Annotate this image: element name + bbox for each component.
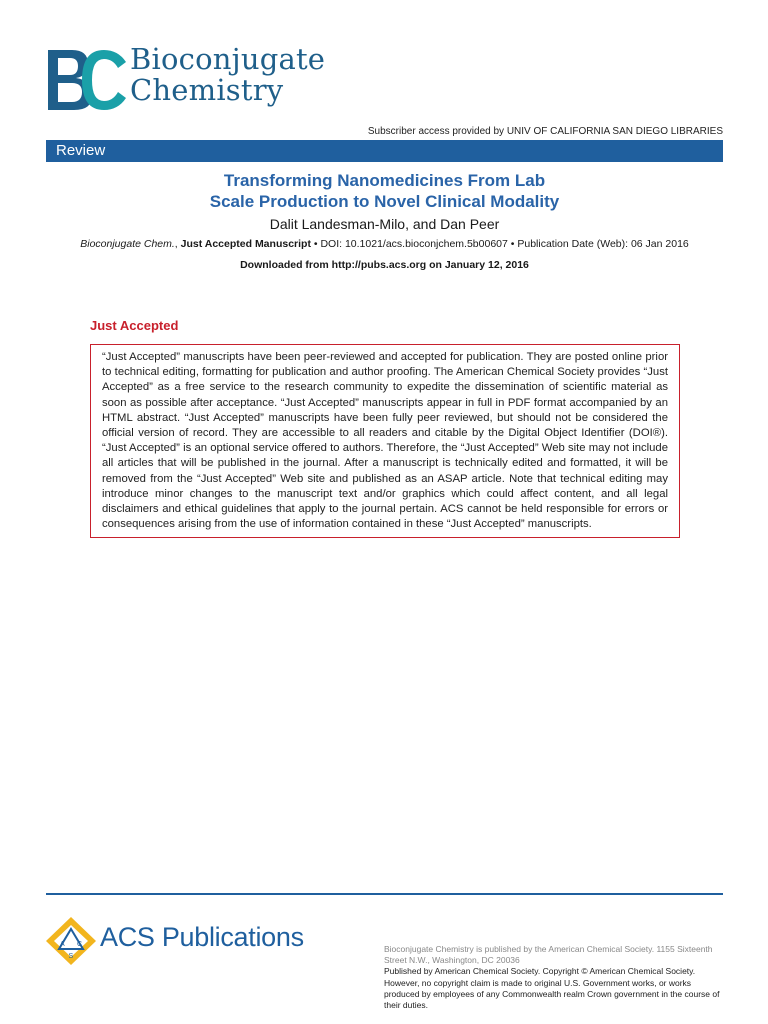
acs-publications-wordmark: ACS Publications <box>100 922 304 952</box>
acs-logo-letter-a: A <box>60 941 65 948</box>
citation-details: • DOI: 10.1021/acs.bioconjchem.5b00607 • Publication Date (Web): 06 Jan 2016 <box>310 238 689 250</box>
article-authors: Dalit Landesman-Milo, and Dan Peer <box>269 216 500 232</box>
citation-status: Just Accepted Manuscript <box>180 238 311 250</box>
article-title-line1: Transforming Nanomedicines From Lab <box>223 171 546 190</box>
acs-logo-icon <box>44 915 98 967</box>
citation-separator: , <box>174 238 181 250</box>
copyright-notice: Published by American Chemical Society. Copyright © American Chemical Society. However, no copyright claim is made to original U.S. Government works, or works produced by employees of any Commonwealth realm Crown government in the course of their duties. <box>384 966 720 1011</box>
article-title-line2: Scale Production to Novel Clinical Modality <box>209 192 560 211</box>
publisher-footer <box>384 944 724 1011</box>
just-accepted-heading: Just Accepted <box>90 318 179 333</box>
journal-name-line1: Bioconjugate <box>130 42 326 76</box>
subscriber-access-note: Subscriber access provided by UNIV OF CALIFORNIA SAN DIEGO LIBRARIES <box>367 126 723 137</box>
article-citation <box>46 238 723 250</box>
bc-monogram-icon <box>44 46 128 114</box>
acs-logo-letter-s: S <box>68 953 74 960</box>
acs-logo-letter-c: C <box>77 941 83 948</box>
publisher-address: Bioconjugate Chemistry is published by the American Chemical Society. 1155 Sixteenth Street N.W., Washington, DC 20036 <box>384 944 713 966</box>
citation-journal: Bioconjugate Chem. <box>80 238 175 250</box>
section-bar <box>46 140 723 162</box>
just-accepted-notice: “Just Accepted” manuscripts have been peer-reviewed and accepted for publication. They are posted online prior to technical editing, formatting for publication and author proofing. The American Chemical Society provides “Just Accepted” as a free service to the research community to expedite the dissemination of scientific material as soon as possible after acceptance. “Just Accepted” manuscripts appear in full in PDF format accompanied by an HTML abstract. “Just Accepted” manuscripts have been fully peer reviewed, but should not be considered the official version of record. They are accessible to all readers and citable by the Digital Object Identifier (DOI®). “Just Accepted” is an optional service offered to authors. Therefore, the “Just Accepted” Web site may not include all articles that will be published in the journal. After a manuscript is technically edited and formatted, it will be removed from the “Just Accepted” Web site and published as an ASAP article. Note that technical editing may introduce minor changes to the manuscript text and/or graphics which could affect content, and all legal disclaimers and ethical guidelines that apply to the journal pertain. ACS cannot be held responsible for errors or consequences arising from the use of information contained in these “Just Accepted” manuscripts. <box>90 344 680 538</box>
downloaded-note: Downloaded from http://pubs.acs.org on January 12, 2016 <box>240 259 529 271</box>
journal-name-line2: Chemistry <box>130 73 284 107</box>
journal-name <box>130 44 325 106</box>
article-title <box>46 170 723 212</box>
footer-divider <box>46 893 723 895</box>
section-label: Review <box>56 142 106 159</box>
